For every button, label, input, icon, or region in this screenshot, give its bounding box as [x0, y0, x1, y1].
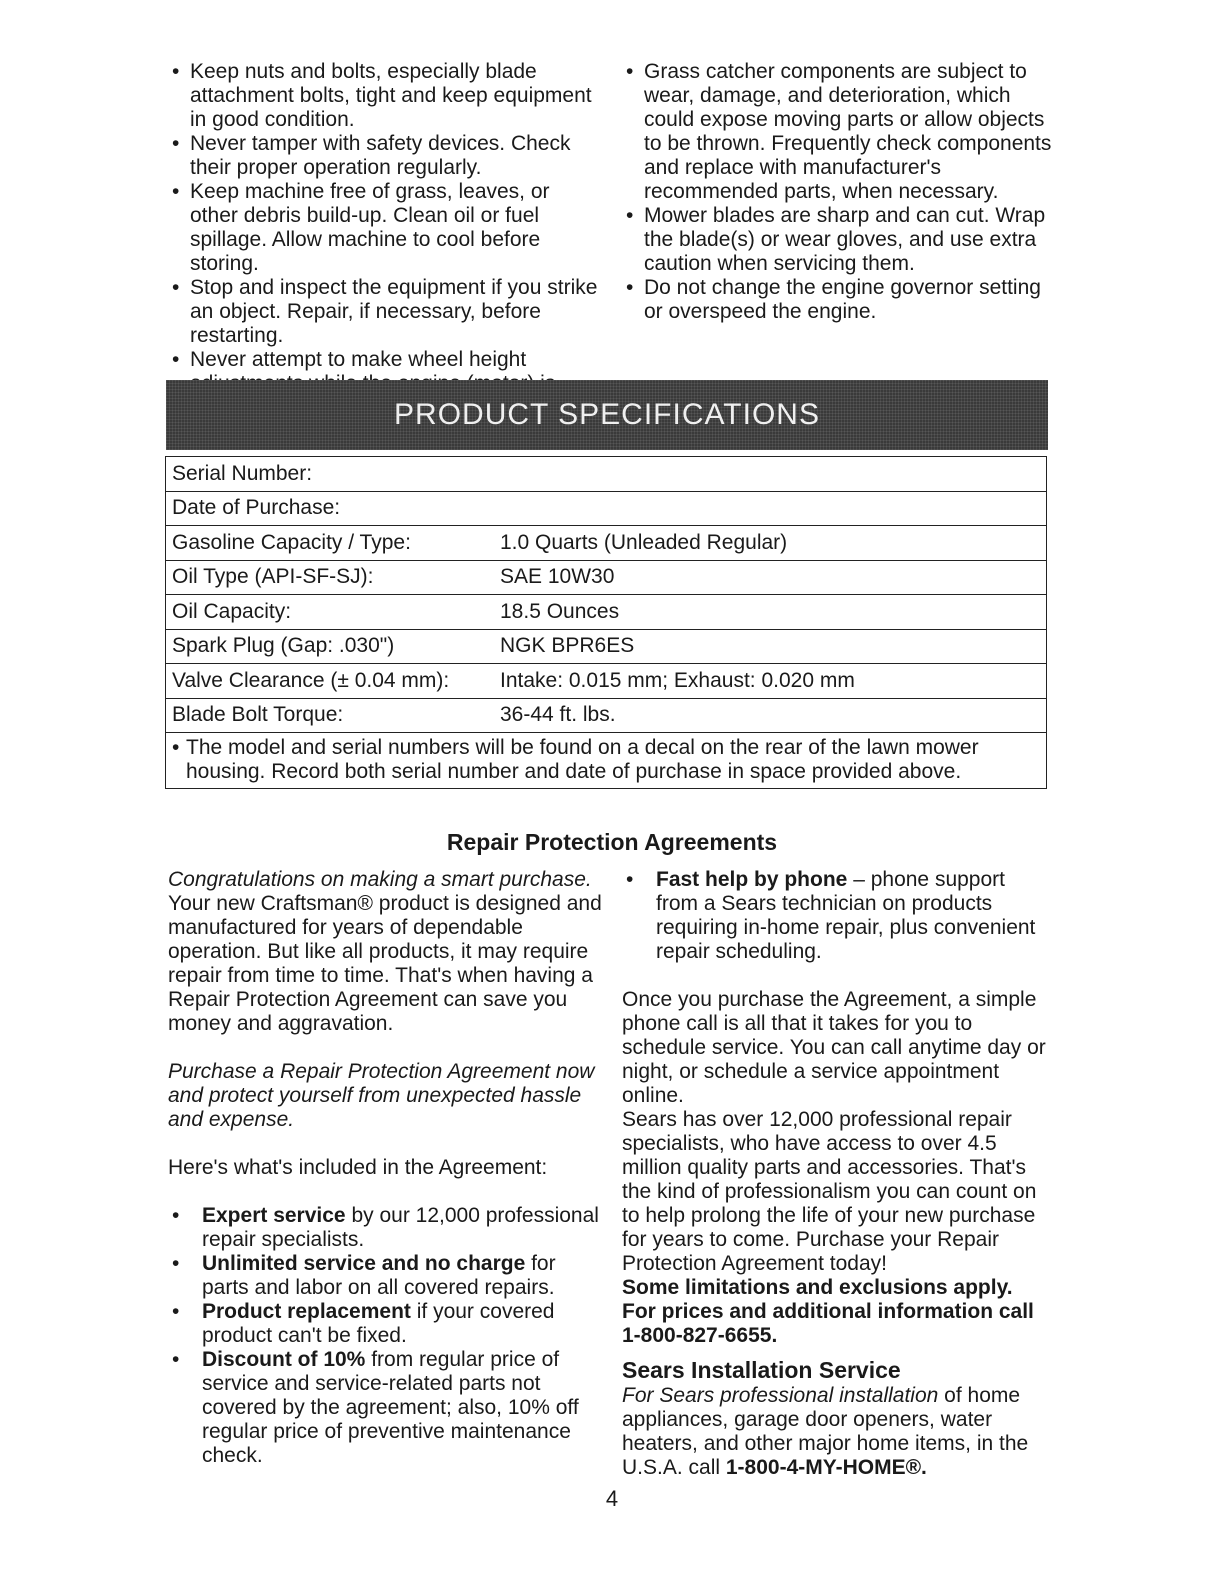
spec-table	[165, 456, 1047, 789]
safety-bullets-left	[168, 60, 598, 420]
spec-row	[166, 629, 1047, 664]
bullet-item: • Grass catcher components are subject to wear, damage, and deterioration, which could expose moving parts or allow objects to be thrown. Frequently check components and replace with manufacturer's recommended parts, when necessary.	[622, 60, 1052, 204]
safety-bullets-right	[622, 60, 1052, 324]
install-heading: Sears Installation Service	[622, 1357, 901, 1383]
spec-banner	[166, 380, 1048, 450]
spec-row	[166, 595, 1047, 630]
bullet-item: • Stop and inspect the equipment if you strike an object. Repair, if necessary, before restarting.	[168, 276, 598, 348]
rpa-right-column	[622, 868, 1052, 1480]
bullet-item: • Do not change the engine governor setting or overspeed the engine.	[622, 276, 1052, 324]
spec-row	[166, 526, 1047, 561]
spec-value: 36-44 ft. lbs.	[494, 698, 1047, 733]
spec-value: NGK BPR6ES	[494, 629, 1047, 664]
spec-label: Oil Type (API-SF-SJ):	[166, 560, 495, 595]
spec-label: Spark Plug (Gap: .030")	[166, 629, 495, 664]
spec-note-row	[166, 733, 1047, 789]
spec-label: Oil Capacity:	[166, 595, 495, 630]
benefit-item: • Expert service by our 12,000 professional repair specialists.	[168, 1204, 608, 1252]
spec-label: Gasoline Capacity / Type:	[166, 526, 495, 561]
spec-title: PRODUCT SPECIFICATIONS	[394, 398, 820, 431]
page-number: 4	[605, 1486, 619, 1511]
rpa-benefits-continued	[622, 868, 1052, 964]
spec-value	[494, 457, 1047, 492]
rpa-limitations: Some limitations and exclusions apply. For prices and additional information call 1-800-827-6655.	[622, 1276, 1034, 1347]
spec-label: Valve Clearance (± 0.04 mm):	[166, 664, 495, 699]
spec-value: Intake: 0.015 mm; Exhaust: 0.020 mm	[494, 664, 1047, 699]
benefit-item: • Discount of 10% from regular price of service and service-related parts not covered by the agreement; also, 10% off regular price of preventive maintenance check.	[168, 1348, 608, 1468]
spec-row	[166, 560, 1047, 595]
benefit-item: • Unlimited service and no charge for parts and labor on all covered repairs.	[168, 1252, 608, 1300]
spec-value: 18.5 Ounces	[494, 595, 1047, 630]
spec-row	[166, 664, 1047, 699]
rpa-heading: Repair Protection Agreements	[446, 829, 778, 855]
spec-note: • The model and serial numbers will be found on a decal on the rear of the lawn mower housing. Record both serial number and date of purchase in space provided above.	[172, 736, 1040, 784]
bullet-item: • Keep machine free of grass, leaves, or other debris build-up. Clean oil or fuel spillage. Allow machine to cool before storing.	[168, 180, 598, 276]
benefit-item: • Product replacement if your covered product can't be fixed.	[168, 1300, 608, 1348]
bullet-item: • Mower blades are sharp and can cut. Wrap the blade(s) or wear gloves, and use extra caution when servicing them.	[622, 204, 1052, 276]
bullet-item: • Never tamper with safety devices. Check their proper operation regularly.	[168, 132, 598, 180]
benefit-item: • Fast help by phone – phone support from a Sears technician on products requiring in-home repair, plus convenient repair scheduling.	[622, 868, 1052, 964]
rpa-included: Here's what's included in the Agreement:	[168, 1156, 548, 1179]
spec-label: Date of Purchase:	[166, 491, 495, 526]
spec-value: 1.0 Quarts (Unleaded Regular)	[494, 526, 1047, 561]
install-text: For Sears professional installation of home appliances, garage door openers, water heaters, and other major home items, in the U.S.A. call 1-800-4-MY-HOME®.	[622, 1384, 1029, 1479]
spec-value: SAE 10W30	[494, 560, 1047, 595]
bullet-item: • Never attempt to make wheel height	[168, 348, 598, 420]
spec-row	[166, 491, 1047, 526]
rpa-intro: Congratulations on making a smart purchase. Your new Craftsman® product is designed and manufactured for years of dependable operation. But like all products, it may require repair from time to time. That's when having a Repair Protection Agreement can save you money and aggravation.	[168, 868, 602, 1035]
rpa-benefits	[168, 1204, 608, 1468]
rpa-sears-text: Sears has over 12,000 professional repair specialists, who have access to over 4.5 million quality parts and accessories. That's the kind of professionalism you can count on to help prolong the life of your new purchase for years to come. Purchase your Repair Protection Agreement today!	[622, 1108, 1037, 1275]
bullet-item: • Keep nuts and bolts, especially blade attachment bolts, tight and keep equipment in good condition.	[168, 60, 598, 132]
spec-label: Serial Number:	[166, 457, 495, 492]
spec-label: Blade Bolt Torque:	[166, 698, 495, 733]
rpa-purchase: Purchase a Repair Protection Agreement now and protect yourself from unexpected hassle and expense.	[168, 1060, 595, 1131]
rpa-left-column	[168, 868, 608, 1468]
spec-row	[166, 698, 1047, 733]
spec-value	[494, 491, 1047, 526]
rpa-once-text: Once you purchase the Agreement, a simple phone call is all that it takes for you to schedule service. You can call anytime day or night, or schedule a service appointment online.	[622, 988, 1046, 1107]
spec-row	[166, 457, 1047, 492]
